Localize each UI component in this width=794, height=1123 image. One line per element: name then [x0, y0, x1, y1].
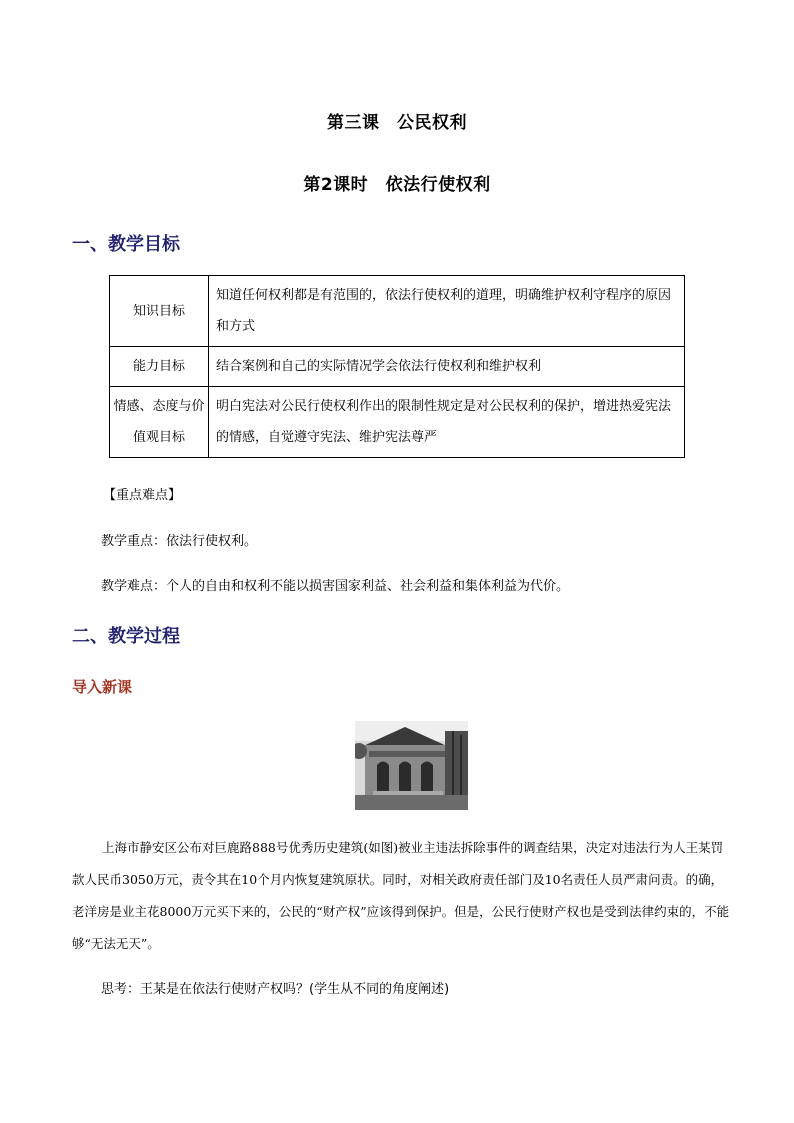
table-row	[110, 276, 685, 347]
objectives-table	[109, 275, 685, 458]
lesson-title: 第三课 公民权利	[327, 113, 467, 133]
key-point-text: 教学重点：依法行使权利。	[101, 534, 258, 549]
table-row	[110, 347, 685, 387]
objective-label: 情感、态度与价值观目标	[110, 387, 209, 458]
section-heading-process: 二、教学过程	[72, 626, 180, 647]
objective-content: 明白宪法对公民行使权利作出的限制性规定是对公民权利的保护，增进热爱宪法的情感，自觉遵守宪法、维护宪法尊严	[209, 387, 685, 458]
objective-label: 能力目标	[110, 347, 209, 387]
lesson-subtitle: 第2课时 依法行使权利	[303, 175, 491, 195]
intro-paragraph: 上海市静安区公布对巨鹿路888号优秀历史建筑(如图)被业主违法拆除事件的调查结果，决定对违法行为人王某罚款人民币3050万元，责令其在10个月内恢复建筑原状。同时，对相关政府责任部门及10名责任人员严肃问责。的确，老洋房是业主花8000万元买下来的，公民的“财产权”应该得到保护。但是，公民行使财产权也是受到法律约束的，不能够“无法无天”。	[72, 840, 730, 951]
key-difficult-heading: 【重点难点】	[103, 488, 182, 503]
table-row	[110, 387, 685, 458]
objective-content: 知道任何权利都是有范围的，依法行使权利的道理，明确维护权利守程序的原因和方式	[209, 276, 685, 347]
objective-content: 结合案例和自己的实际情况学会依法行使权利和维护权利	[209, 347, 685, 387]
think-question: 思考：王某是在依法行使财产权吗？(学生从不同的角度阐述)	[101, 982, 450, 997]
historic-building-photo	[355, 721, 468, 810]
objective-label: 知识目标	[110, 276, 209, 347]
section-heading-objectives: 一、教学目标	[72, 234, 180, 255]
difficult-point-text: 教学难点：个人的自由和权利不能以损害国家利益、社会利益和集体利益为代价。	[101, 579, 570, 594]
intro-heading: 导入新课	[72, 678, 133, 696]
